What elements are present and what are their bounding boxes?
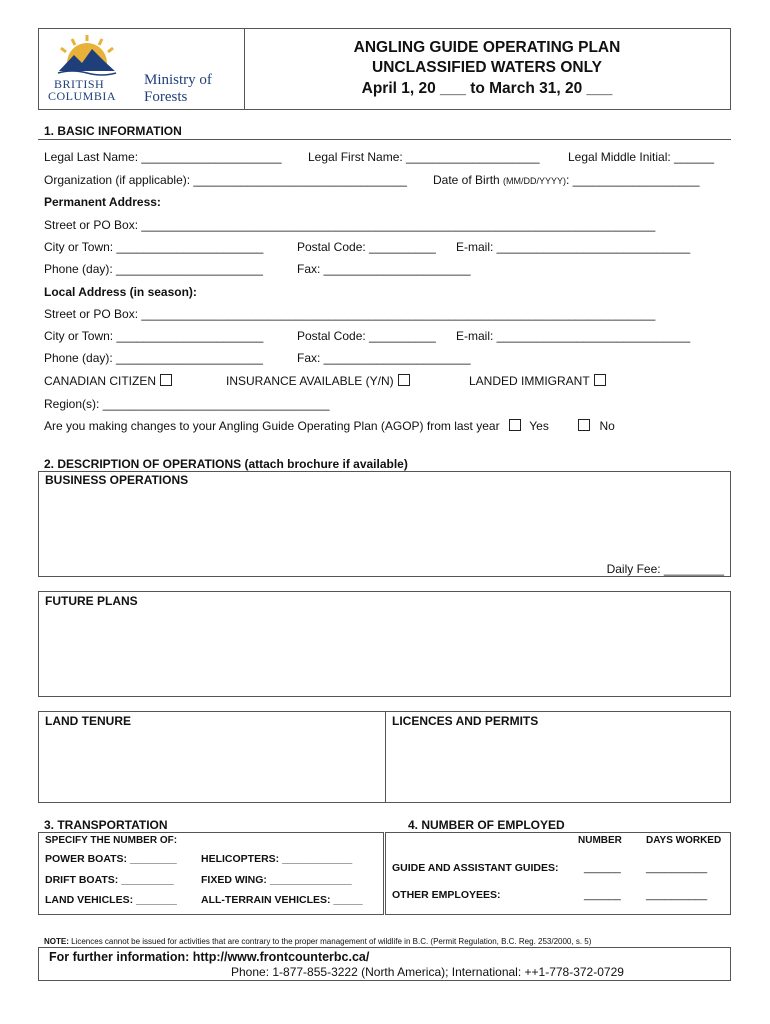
- employees-box: [385, 832, 731, 915]
- bc-logo: [48, 33, 238, 105]
- legal-first-name-field[interactable]: Legal First Name: ____________________: [308, 150, 540, 164]
- atv-field[interactable]: ALL-TERRAIN VEHICLES: _____: [201, 894, 363, 906]
- permanent-fax-field[interactable]: Fax: ______________________: [297, 262, 471, 276]
- specify-number-label: SPECIFY THE NUMBER OF:: [45, 835, 178, 846]
- logo-text-columbia: COLUMBIA: [48, 89, 117, 103]
- legal-last-name-field[interactable]: Legal Last Name: _____________________: [44, 150, 282, 164]
- future-plans-box[interactable]: [38, 591, 731, 697]
- note-text: [44, 937, 591, 946]
- local-address-heading: Local Address (in season):: [44, 285, 197, 299]
- days-worked-column-header: DAYS WORKED: [646, 835, 722, 846]
- transportation-box: [38, 832, 384, 915]
- permanent-street-field[interactable]: Street or PO Box: _____________________________________________________________________________: [44, 218, 656, 232]
- guides-label: GUIDE AND ASSISTANT GUIDES:: [392, 862, 559, 874]
- land-tenure-label: LAND TENURE: [45, 714, 131, 728]
- guides-number-field[interactable]: ______: [584, 862, 621, 874]
- insurance-row: [226, 374, 410, 388]
- dob-label: Date of Birth: [433, 173, 504, 187]
- section1-rule: [38, 139, 731, 140]
- ministry-text-line2: Forests: [144, 89, 188, 105]
- agop-changes-row: [44, 419, 615, 433]
- agop-no-label: No: [599, 419, 615, 433]
- note-label: NOTE:: [44, 937, 69, 946]
- ministry-text-line1: Ministry of: [144, 72, 212, 88]
- insurance-checkbox[interactable]: [398, 374, 410, 386]
- local-email-field[interactable]: E-mail: _____________________________: [456, 329, 691, 343]
- helicopters-field[interactable]: HELICOPTERS: ____________: [201, 853, 353, 865]
- local-city-field[interactable]: City or Town: ______________________: [44, 329, 264, 343]
- permanent-phone-field[interactable]: Phone (day): ______________________: [44, 262, 263, 276]
- business-operations-label: BUSINESS OPERATIONS: [45, 473, 189, 487]
- local-street-field[interactable]: Street or PO Box: _____________________________________________________________________________: [44, 307, 656, 321]
- drift-boats-field[interactable]: DRIFT BOATS: _________: [45, 874, 174, 886]
- daily-fee-field[interactable]: Daily Fee: _________: [606, 562, 724, 576]
- business-operations-box[interactable]: [38, 471, 731, 577]
- power-boats-field[interactable]: POWER BOATS: ________: [45, 853, 177, 865]
- fixed-wing-field[interactable]: FIXED WING: ______________: [201, 874, 352, 886]
- phone-info: Phone: 1-877-855-3222 (North America); International: ++1-778-372-0729: [231, 965, 624, 979]
- licences-permits-label: LICENCES AND PERMITS: [392, 714, 539, 728]
- section2-heading: 2. DESCRIPTION OF OPERATIONS (attach brochure if available): [44, 457, 408, 471]
- canadian-citizen-row: [44, 374, 172, 388]
- section4-heading: 4. NUMBER OF EMPLOYED: [408, 818, 565, 832]
- agop-changes-question: Are you making changes to your Angling Guide Operating Plan (AGOP) from last year: [44, 419, 500, 433]
- agop-no-checkbox[interactable]: [578, 419, 590, 431]
- land-tenure-box[interactable]: [38, 711, 386, 803]
- section3-heading: 3. TRANSPORTATION: [44, 818, 168, 832]
- agop-yes-checkbox[interactable]: [509, 419, 521, 431]
- permanent-postal-code-field[interactable]: Postal Code: __________: [297, 240, 436, 254]
- date-of-birth-field[interactable]: [433, 173, 700, 187]
- number-column-header: NUMBER: [578, 835, 622, 846]
- canadian-citizen-checkbox[interactable]: [160, 374, 172, 386]
- land-vehicles-field[interactable]: LAND VEHICLES: _______: [45, 894, 177, 906]
- other-employees-days-field[interactable]: __________: [646, 889, 708, 901]
- local-fax-field[interactable]: Fax: ______________________: [297, 351, 471, 365]
- future-plans-label: FUTURE PLANS: [45, 594, 138, 608]
- guides-days-field[interactable]: __________: [646, 862, 708, 874]
- landed-immigrant-label: LANDED IMMIGRANT: [469, 374, 590, 388]
- section1-heading: 1. BASIC INFORMATION: [44, 124, 182, 138]
- landed-immigrant-checkbox[interactable]: [594, 374, 606, 386]
- insurance-label: INSURANCE AVAILABLE (Y/N): [226, 374, 394, 388]
- organization-field[interactable]: Organization (if applicable): ________________________________: [44, 173, 407, 187]
- agop-yes-label: Yes: [529, 419, 549, 433]
- canadian-citizen-label: CANADIAN CITIZEN: [44, 374, 157, 388]
- further-info-link[interactable]: For further information: http://www.frontcounterbc.ca/: [49, 950, 370, 964]
- dob-format: (MM/DD/YYYY): [503, 176, 567, 186]
- local-phone-field[interactable]: Phone (day): ______________________: [44, 351, 263, 365]
- form-title-line2: UNCLASSIFIED WATERS ONLY: [372, 59, 602, 76]
- other-employees-number-field[interactable]: ______: [584, 889, 621, 901]
- legal-middle-initial-field[interactable]: Legal Middle Initial: ______: [568, 150, 715, 164]
- header-divider: [244, 28, 245, 110]
- other-employees-label: OTHER EMPLOYEES:: [392, 889, 501, 901]
- form-title-dates: April 1, 20 ___ to March 31, 20 ___: [361, 80, 613, 97]
- permanent-city-field[interactable]: City or Town: ______________________: [44, 240, 264, 254]
- local-postal-code-field[interactable]: Postal Code: __________: [297, 329, 436, 343]
- regions-field[interactable]: Region(s): __________________________________: [44, 397, 330, 411]
- bc-sun-mountain-icon: [52, 33, 122, 77]
- licences-permits-box[interactable]: [385, 711, 731, 803]
- dob-blank: : ___________________: [566, 173, 700, 187]
- form-title-line1: ANGLING GUIDE OPERATING PLAN: [353, 39, 621, 56]
- contact-box: [38, 947, 731, 981]
- permanent-address-heading: Permanent Address:: [44, 195, 161, 209]
- landed-immigrant-row: [469, 374, 606, 388]
- permanent-email-field[interactable]: E-mail: _____________________________: [456, 240, 691, 254]
- logo-text-british: BRITISH: [54, 77, 105, 91]
- note-body: Licences cannot be issued for activities that are contrary to the proper management of wildlife in B.C. (Permit Regulation, B.C. Reg. 253/2000, s. 5): [68, 937, 592, 946]
